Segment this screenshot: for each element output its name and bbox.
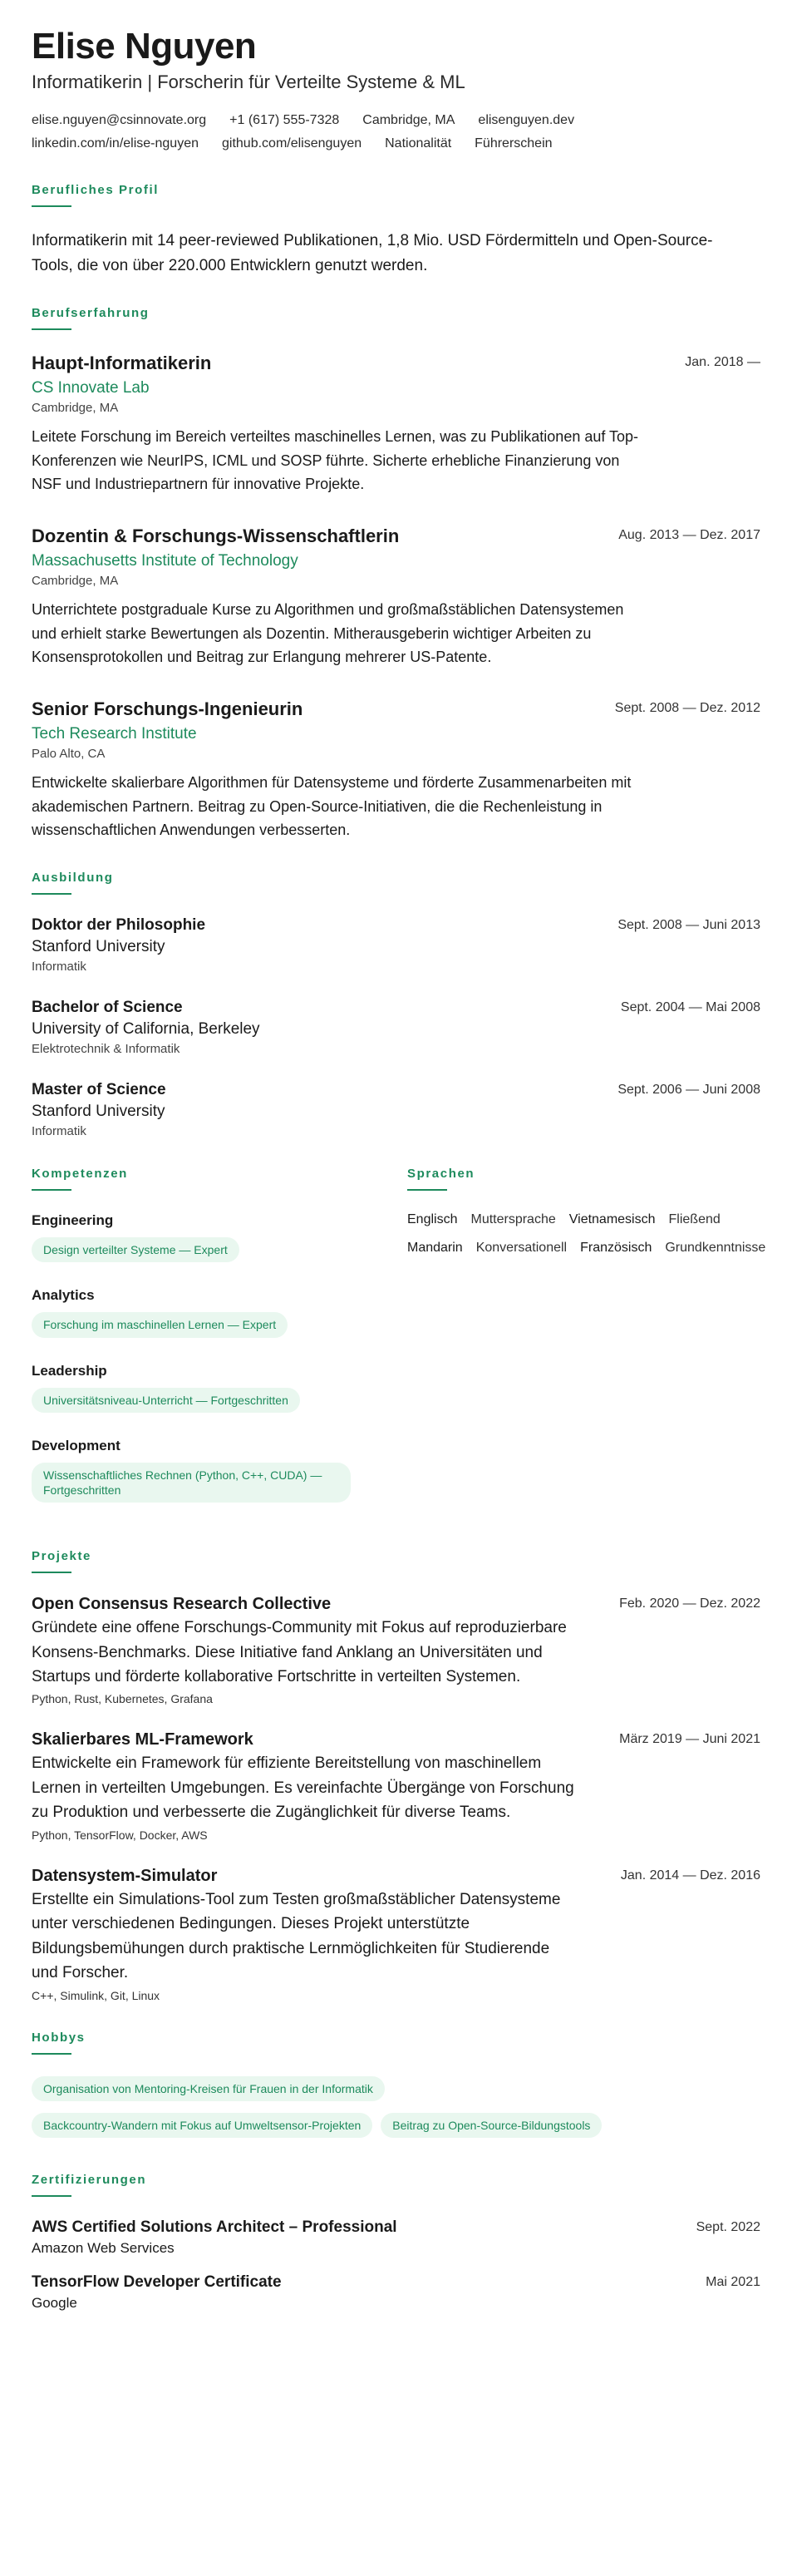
section-title: Sprachen xyxy=(407,1167,475,1182)
experience-entry xyxy=(32,698,760,842)
experience-entry xyxy=(32,525,760,669)
certification-entry xyxy=(32,2273,760,2312)
section-divider xyxy=(32,2053,71,2055)
section-divider xyxy=(32,205,71,207)
skill-group xyxy=(32,1287,374,1344)
skill-group xyxy=(32,1212,374,1269)
project-date: März 2019 — Juni 2021 xyxy=(619,1732,760,1747)
section-title: Ausbildung xyxy=(32,871,114,886)
language-level: Muttersprache xyxy=(470,1212,556,1227)
skill-pill: Design verteilter Systeme — Expert xyxy=(32,1237,239,1262)
contact-website[interactable]: elisenguyen.dev xyxy=(478,113,575,128)
skill-pill: Wissenschaftliches Rechnen (Python, C++, CUDA) — Fortgeschritten xyxy=(32,1463,351,1503)
section-divider xyxy=(32,328,71,330)
profile-text: Informatikerin mit 14 peer-reviewed Publikationen, 1,8 Mio. USD Fördermitteln und Open-Source-Tools, die von über 220.000 Entwicklern genutzt werden. xyxy=(32,232,713,274)
project-tech: Python, Rust, Kubernetes, Grafana xyxy=(32,1692,213,1706)
section-divider xyxy=(32,2195,71,2197)
skill-category: Analytics xyxy=(32,1287,95,1304)
project-name: Datensystem-Simulator xyxy=(32,1866,218,1885)
entry-role: Senior Forschungs-Ingenieurin xyxy=(32,698,303,720)
certification-date: Mai 2021 xyxy=(706,2274,760,2289)
skill-group xyxy=(32,1438,374,1503)
project-entry xyxy=(32,1595,760,1705)
project-entry xyxy=(32,1867,760,2002)
language-name: Mandarin xyxy=(407,1241,463,1256)
education-field: Elektrotechnik & Informatik xyxy=(32,1042,180,1057)
language-level: Konversationell xyxy=(475,1241,568,1256)
education-school: University of California, Berkeley xyxy=(32,1020,260,1039)
entry-organization: Tech Research Institute xyxy=(32,724,197,743)
education-entry xyxy=(32,999,760,1056)
project-name: Open Consensus Research Collective xyxy=(32,1595,332,1614)
entry-role: Haupt-Informatikerin xyxy=(32,353,212,374)
skill-group xyxy=(32,1363,374,1419)
section-divider xyxy=(32,1189,71,1191)
education-section xyxy=(32,871,760,1138)
skills-section xyxy=(32,1167,374,1521)
language-row xyxy=(407,1241,766,1256)
education-school: Stanford University xyxy=(32,1103,165,1121)
education-entry xyxy=(32,1081,760,1138)
entry-location: Palo Alto, CA xyxy=(32,746,106,761)
hobbies-section xyxy=(32,2031,760,2144)
education-date: Sept. 2008 — Juni 2013 xyxy=(617,918,760,933)
contact-license: Führerschein xyxy=(475,136,553,151)
section-title: Zertifizierungen xyxy=(32,2172,147,2187)
entry-organization: Massachusetts Institute of Technology xyxy=(32,551,298,570)
entry-date: Jan. 2018 — xyxy=(685,355,760,370)
skill-pill: Forschung im maschinellen Lernen — Expert xyxy=(32,1312,288,1337)
section-divider xyxy=(32,893,71,895)
contact-linkedin[interactable]: linkedin.com/in/elise-nguyen xyxy=(32,136,199,151)
language-row xyxy=(407,1212,756,1227)
certification-name: TensorFlow Developer Certificate xyxy=(32,2273,282,2291)
experience-section xyxy=(32,306,760,842)
education-degree: Bachelor of Science xyxy=(32,999,183,1017)
entry-location: Cambridge, MA xyxy=(32,573,119,588)
section-title: Hobbys xyxy=(32,2030,86,2045)
section-title: Berufserfahrung xyxy=(32,306,150,321)
project-name: Skalierbares ML-Framework xyxy=(32,1730,253,1749)
entry-location: Cambridge, MA xyxy=(32,400,119,415)
certification-date: Sept. 2022 xyxy=(696,2219,760,2234)
education-school: Stanford University xyxy=(32,938,165,956)
skills-languages-row xyxy=(32,1167,766,1521)
hobby-pill: Organisation von Mentoring-Kreisen für Frauen in der Informatik xyxy=(32,2076,385,2101)
project-tech: C++, Simulink, Git, Linux xyxy=(32,1988,160,2002)
project-description: Erstellte ein Simulations-Tool zum Testen großmaßstäblicher Datensysteme unter verschiedenen Bedingungen. Dieses Projekt unterstützte Bildungsbemühungen durch praktische Lernmöglichkeiten für Studierende und Forscher. xyxy=(32,1890,561,1982)
language-name: Vietnamesisch xyxy=(568,1212,656,1227)
entry-date: Aug. 2013 — Dez. 2017 xyxy=(618,528,760,543)
hobby-pill: Beitrag zu Open-Source-Bildungstools xyxy=(381,2113,602,2138)
hobby-list xyxy=(32,2076,696,2144)
certification-issuer: Amazon Web Services xyxy=(32,2239,175,2256)
section-title: Kompetenzen xyxy=(32,1167,128,1182)
section-divider xyxy=(32,1572,71,1573)
education-date: Sept. 2006 — Juni 2008 xyxy=(617,1083,760,1098)
entry-description: Unterrichtete postgraduale Kurse zu Algorithmen und großmaßstäblichen Datensystemen und erhielt starke Bewertungen als Dozentin. Mitherausgeberin wichtiger Arbeiten zu Konsensprotokollen und Beitrag zur Erlangung mehrerer US-Patente. xyxy=(32,600,624,666)
entry-description: Leitete Forschung im Bereich verteiltes maschinelles Lernen, was zu Publikationen auf Top-Konferenzen wie NeurIPS, ICML und SOSP führte. Sicherte erhebliche Finanzierung von NSF und Industriepartnern für innovative Projekte. xyxy=(32,427,639,493)
contact-email[interactable]: elise.nguyen@csinnovate.org xyxy=(32,113,207,128)
certification-entry xyxy=(32,2218,760,2257)
certification-name: AWS Certified Solutions Architect – Professional xyxy=(32,2218,397,2236)
project-tech: Python, TensorFlow, Docker, AWS xyxy=(32,1828,208,1842)
contact-github[interactable]: github.com/elisenguyen xyxy=(222,136,362,151)
contact-nationality: Nationalität xyxy=(385,136,452,151)
education-entry xyxy=(32,916,760,974)
hobby-pill: Backcountry-Wandern mit Fokus auf Umweltsensor-Projekten xyxy=(32,2113,372,2138)
skill-category: Development xyxy=(32,1437,121,1453)
language-name: Französisch xyxy=(580,1241,652,1256)
experience-entry xyxy=(32,352,760,496)
education-degree: Doktor der Philosophie xyxy=(32,916,206,935)
language-level: Grundkenntnisse xyxy=(665,1241,766,1256)
project-date: Feb. 2020 — Dez. 2022 xyxy=(619,1596,760,1611)
project-description: Gründete eine offene Forschungs-Community mit Fokus auf reproduzierbare Konsens-Benchmarks. Diese Initiative fand Anklang an Universitäten und Startups und förderte kollaborative Fortschritte in verteilten Systemen. xyxy=(32,1619,567,1686)
project-entry xyxy=(32,1730,760,1841)
skill-pill: Universitätsniveau-Unterricht — Fortgeschritten xyxy=(32,1388,300,1413)
project-date: Jan. 2014 — Dez. 2016 xyxy=(620,1868,760,1883)
entry-organization: CS Innovate Lab xyxy=(32,378,150,397)
language-level: Fließend xyxy=(668,1212,721,1227)
education-degree: Master of Science xyxy=(32,1081,166,1099)
projects-section xyxy=(32,1549,760,2001)
entry-role: Dozentin & Forschungs-Wissenschaftlerin xyxy=(32,526,400,547)
person-subtitle: Informatikerin | Forscherin für Verteilte Systeme & ML xyxy=(32,72,465,93)
education-field: Informatik xyxy=(32,960,86,975)
language-name: Englisch xyxy=(407,1212,458,1227)
person-name: Elise Nguyen xyxy=(32,26,257,67)
profile-section xyxy=(32,183,760,278)
skill-category: Leadership xyxy=(32,1362,107,1379)
languages-section xyxy=(407,1167,766,1521)
contact-phone[interactable]: +1 (617) 555-7328 xyxy=(229,113,340,128)
entry-description: Entwickelte skalierbare Algorithmen für Datensysteme und förderte Zusammenarbeiten mit akademischen Partnern. Beitrag zu Open-Source-Initiativen, die die Rechenleistung in wissenschaftlichen Anwendungen verbesserten. xyxy=(32,773,632,839)
skill-category: Engineering xyxy=(32,1212,114,1229)
certification-issuer: Google xyxy=(32,2294,77,2311)
education-field: Informatik xyxy=(32,1124,86,1139)
contact-list xyxy=(32,113,663,151)
section-title: Projekte xyxy=(32,1549,91,1564)
certifications-section xyxy=(32,2173,760,2312)
section-title: Berufliches Profil xyxy=(32,183,159,198)
section-divider xyxy=(407,1189,447,1191)
project-description: Entwickelte ein Framework für effiziente Bereitstellung von maschinellem Lernen in verteilten Umgebungen. Es vereinfachte Übergänge von Forschung zu Produktion und verbesserte die Zugänglichkeit für diverse Teams. xyxy=(32,1754,574,1822)
contact-location: Cambridge, MA xyxy=(362,113,455,128)
entry-date: Sept. 2008 — Dez. 2012 xyxy=(614,701,760,716)
education-date: Sept. 2004 — Mai 2008 xyxy=(620,1000,760,1015)
